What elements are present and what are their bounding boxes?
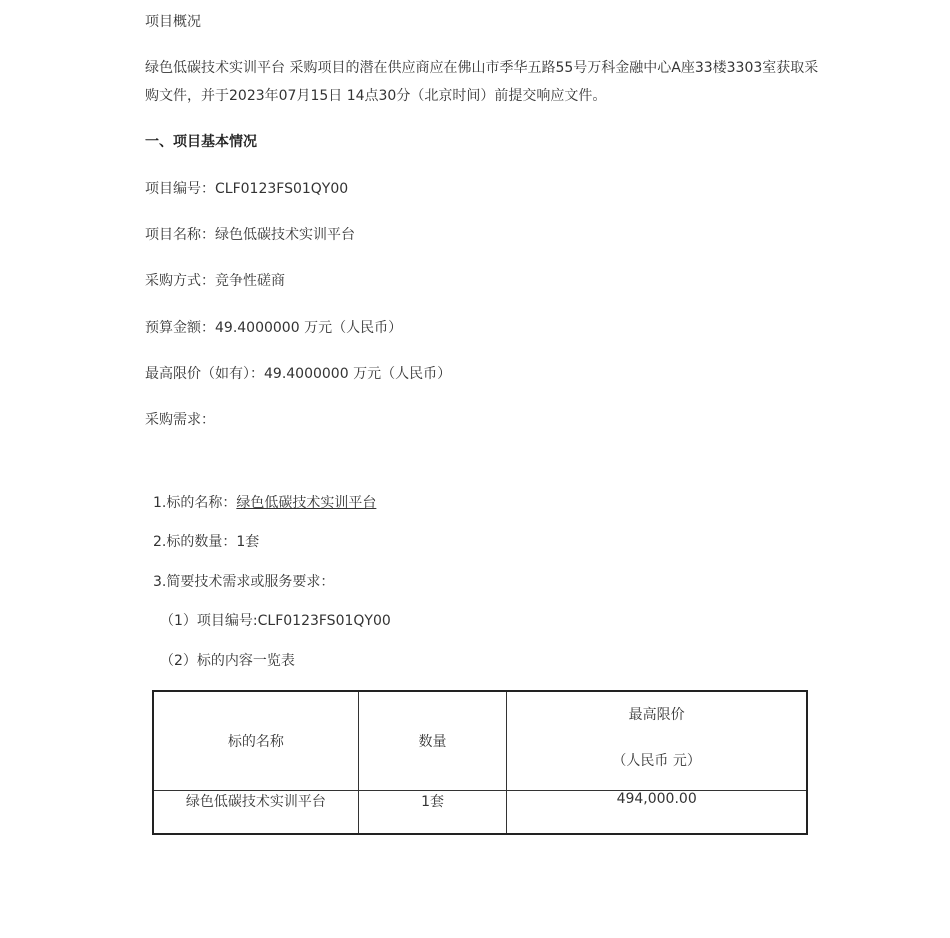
sub-project-number: （1）项目编号:CLF0123FS01QY00 xyxy=(160,613,391,629)
overview-text: 绿色低碳技术实训平台 采购项目的潜在供应商应在佛山市季华五路55号万科金融中心A座33楼3303室获取采购文件，并于2023年07月15日 14点30分（北京时间）前提交响应文件。 xyxy=(145,60,819,104)
header-item-name: 标的名称 xyxy=(153,691,358,791)
header-quantity: 数量 xyxy=(358,691,507,791)
header-price-line2: （人民币 元） xyxy=(612,753,701,769)
item-quantity: 2.标的数量：1套 xyxy=(153,534,260,550)
project-number: 项目编号：CLF0123FS01QY00 xyxy=(145,181,349,197)
sub-content-list: （2）标的内容一览表 xyxy=(160,653,295,669)
cell-price: 494,000.00 xyxy=(507,791,807,835)
budget-amount: 预算金额：49.4000000 万元（人民币） xyxy=(145,320,403,336)
cell-quantity: 1套 xyxy=(358,791,507,835)
max-price: 最高限价（如有）：49.4000000 万元（人民币） xyxy=(145,366,452,382)
item-name-line xyxy=(153,493,376,513)
item-name-value: 绿色低碳技术实训平台 xyxy=(236,495,377,511)
table-row xyxy=(153,791,807,835)
items-table xyxy=(152,690,808,835)
procurement-method: 采购方式：竞争性磋商 xyxy=(145,273,285,289)
overview-title: 项目概况 xyxy=(145,14,201,30)
tech-requirements: 3.简要技术需求或服务要求： xyxy=(153,574,335,590)
cell-item-name: 绿色低碳技术实训平台 xyxy=(153,791,358,835)
requirements-label: 采购需求： xyxy=(145,412,215,428)
header-max-price xyxy=(507,691,807,791)
item-name-label: 1.标的名称： xyxy=(153,495,237,511)
project-name: 项目名称：绿色低碳技术实训平台 xyxy=(145,227,355,243)
table-header-row xyxy=(153,691,807,791)
header-price-line1: 最高限价 xyxy=(628,707,685,723)
section-title-basic-info: 一、项目基本情况 xyxy=(145,134,257,150)
